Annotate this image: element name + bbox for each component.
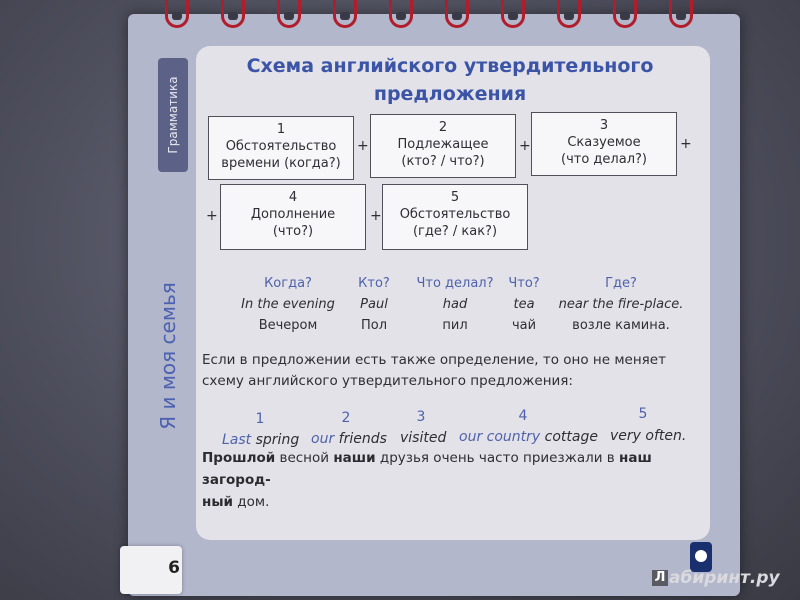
- grammar-tab-label: Грамматика: [166, 76, 180, 154]
- note-paragraph: Если в предложении есть также определение, то оно не меняет схему английского утвердительного предложения:: [202, 352, 666, 389]
- example-number: 4: [518, 408, 528, 424]
- watermark: [652, 568, 780, 588]
- page-title: [200, 52, 700, 108]
- box-label: Сказуемое (что делал?): [561, 135, 647, 167]
- translation-bold: Прошлой: [202, 450, 276, 466]
- box-label: Обстоятельство (где? / как?): [399, 207, 511, 239]
- spiral-ring: [669, 0, 693, 28]
- spiral-ring: [501, 0, 525, 28]
- scheme-box-1: [208, 116, 354, 180]
- section-label: Я и моя семья: [156, 282, 180, 430]
- translation-bold: ный: [202, 494, 233, 510]
- translation-text: друзья очень часто приезжали в: [375, 450, 620, 466]
- box-number: 3: [599, 118, 609, 133]
- translation-text: дом.: [233, 494, 270, 510]
- column-english: tea: [513, 297, 535, 312]
- scheme-box-4: [220, 184, 366, 250]
- grammar-tab: [158, 58, 188, 172]
- column-english: near the fire-place.: [558, 297, 684, 312]
- box-number: 2: [438, 120, 448, 135]
- example-column: [416, 273, 493, 336]
- example-word-text: cottage: [540, 429, 598, 445]
- scheme-box-2: [370, 114, 516, 178]
- column-english: had: [442, 297, 468, 312]
- example-word-text: spring: [251, 432, 300, 448]
- translation-text: весной: [275, 450, 334, 466]
- example-word-text: visited: [400, 430, 447, 446]
- column-question: Что?: [508, 276, 540, 291]
- box-number: 1: [276, 122, 286, 137]
- spiral-ring: [445, 0, 469, 28]
- watermark-logo-letter: Л: [652, 570, 668, 586]
- plus-sign: +: [519, 138, 531, 154]
- column-russian: Вечером: [258, 318, 318, 333]
- translation-bold: наш загород-: [202, 450, 652, 488]
- title-line-1: Схема английского утвердительного: [246, 55, 654, 77]
- column-russian: пил: [442, 318, 468, 333]
- column-russian: Пол: [360, 318, 388, 333]
- example-number: 2: [341, 410, 351, 426]
- column-question: Когда?: [264, 276, 312, 291]
- scheme-box-5: [382, 184, 528, 250]
- example-word-highlight: Last: [222, 432, 252, 448]
- column-english: Paul: [360, 297, 388, 312]
- spiral-ring: [333, 0, 357, 28]
- example-word: [222, 432, 299, 448]
- example-number: 5: [638, 406, 648, 422]
- spiral-ring: [277, 0, 301, 28]
- column-russian: чай: [511, 318, 537, 333]
- box-label: Обстоятельство времени (когда?): [221, 139, 341, 171]
- translation-bold: наши: [333, 450, 376, 466]
- column-question: Кто?: [358, 276, 390, 291]
- translation-paragraph: [202, 447, 702, 513]
- example-number: 3: [416, 409, 426, 425]
- spiral-ring: [557, 0, 581, 28]
- watermark-text: абиринт.ру: [669, 568, 780, 588]
- column-english: In the evening: [241, 297, 335, 312]
- box-label: Подлежащее (кто? / что?): [397, 137, 489, 169]
- box-label: Дополнение (что?): [250, 207, 336, 239]
- box-number: 5: [450, 190, 460, 205]
- example-word-text: very often.: [610, 428, 687, 444]
- title-line-2: предложения: [373, 83, 527, 105]
- scheme-box-3: [531, 112, 677, 176]
- box-number: 4: [288, 190, 298, 205]
- column-question: Что делал?: [416, 276, 494, 291]
- page-number: 6: [168, 558, 180, 578]
- example-word: [610, 428, 686, 444]
- example-word-highlight: our country: [459, 429, 541, 445]
- example-word: [311, 431, 387, 447]
- spiral-ring: [613, 0, 637, 28]
- example-column: [241, 273, 335, 336]
- plus-sign: +: [206, 208, 218, 224]
- example-column: [559, 273, 684, 336]
- spiral-ring: [389, 0, 413, 28]
- plus-sign: +: [357, 138, 369, 154]
- plus-sign: +: [680, 136, 692, 152]
- spiral-ring: [165, 0, 189, 28]
- example-word: [459, 429, 598, 445]
- plus-sign: +: [370, 208, 382, 224]
- spiral-ring: [221, 0, 245, 28]
- example-word: [400, 430, 446, 446]
- example-word-text: friends: [334, 431, 387, 447]
- column-russian: возле камина.: [572, 318, 670, 333]
- column-question: Где?: [605, 276, 637, 291]
- example-number: 1: [255, 411, 265, 427]
- example-column: [508, 273, 539, 336]
- example-word-highlight: our: [311, 431, 335, 447]
- example-column: [358, 273, 390, 336]
